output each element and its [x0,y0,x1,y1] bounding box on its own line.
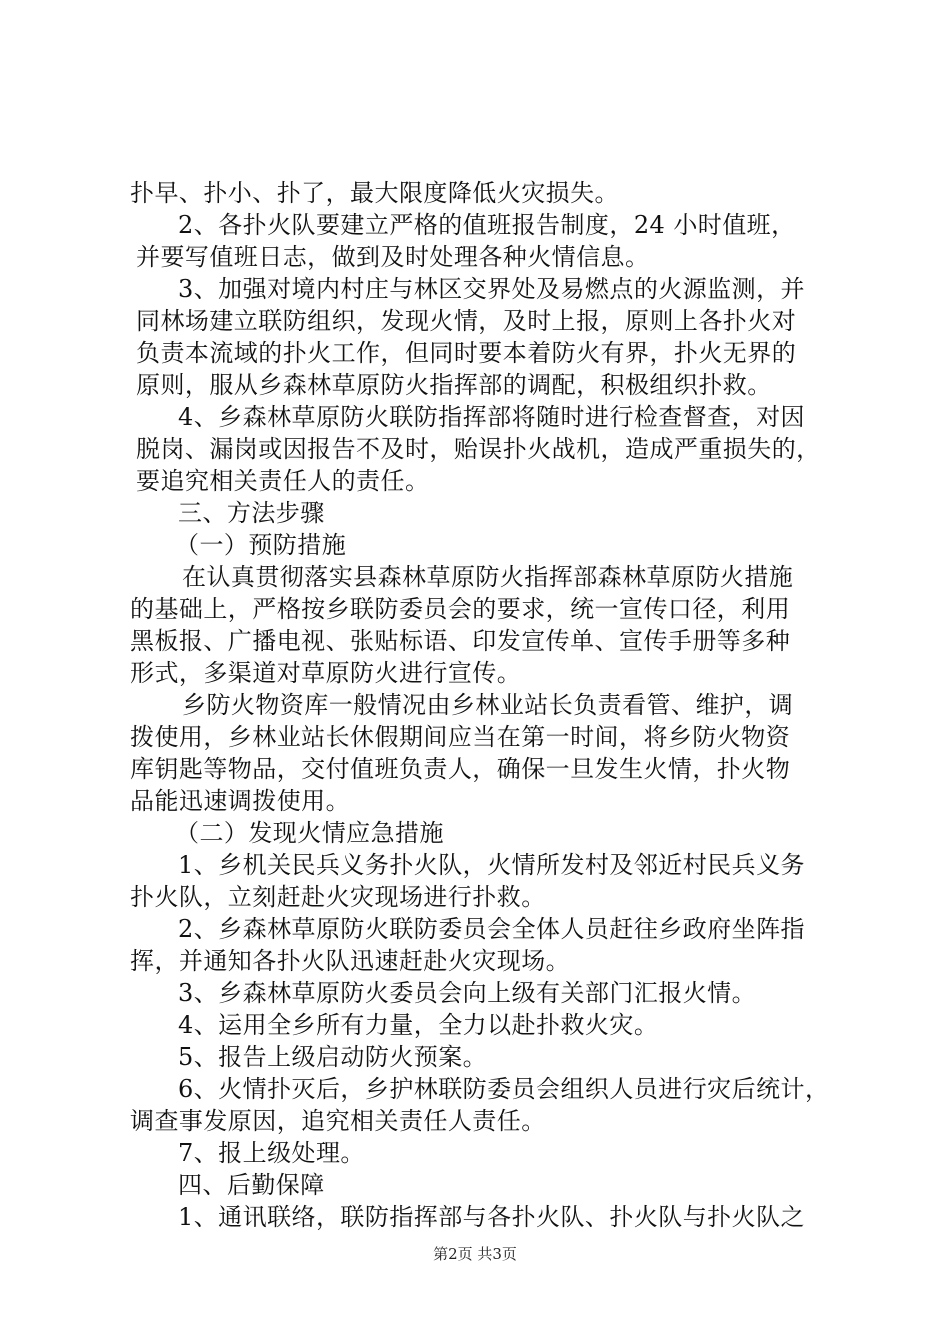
subsection-heading: （一）预防措施 [175,531,347,559]
text-line: 库钥匙等物品，交付值班负责人，确保一旦发生火情，扑火物 [130,755,791,783]
text-line: 并要写值班日志，做到及时处理各种火情信息。 [136,243,650,271]
text-line: 3、加强对境内村庄与林区交界处及易燃点的火源监测，并 [178,275,805,303]
text-line: 2、各扑火队要建立严格的值班报告制度，24 小时值班， [178,211,796,239]
text-line: 形式，多渠道对草原防火进行宣传。 [130,659,522,687]
text-line: 2、乡森林草原防火联防委员会全体人员赶往乡政府坐阵指 [178,915,805,943]
text-line: 的基础上，严格按乡联防委员会的要求，统一宣传口径，利用 [130,595,791,623]
text-line: 负责本流域的扑火工作，但同时要本着防火有界，扑火无界的 [136,339,797,367]
text-line: 原则，服从乡森林草原防火指挥部的调配，积极组织扑救。 [136,371,772,399]
text-line: 3、乡森林草原防火委员会向上级有关部门汇报火情。 [178,979,757,1007]
text-line: 4、乡森林草原防火联防指挥部将随时进行检查督查，对因 [178,403,805,431]
text-line: 6、火情扑灭后，乡护林联防委员会组织人员进行灾后统计， [178,1075,830,1103]
text-line: 5、报告上级启动防火预案。 [178,1043,488,1071]
text-line: 调查事发原因，追究相关责任人责任。 [130,1107,546,1135]
text-line: 1、乡机关民兵义务扑火队，火情所发村及邻近村民兵义务 [178,851,805,879]
section-heading: 三、方法步骤 [178,499,325,527]
text-line: 拨使用，乡林业站长休假期间应当在第一时间，将乡防火物资 [130,723,791,751]
text-line: 在认真贯彻落实县森林草原防火指挥部森林草原防火措施 [182,563,794,591]
section-heading: 四、后勤保障 [178,1171,325,1199]
text-line: 脱岗、漏岗或因报告不及时，贻误扑火战机，造成严重损失的， [136,435,821,463]
subsection-heading: （二）发现火情应急措施 [175,819,444,847]
text-line: 同林场建立联防组织，发现火情，及时上报，原则上各扑火对 [136,307,797,335]
text-line: 黑板报、广播电视、张贴标语、印发宣传单、宣传手册等多种 [130,627,791,655]
text-line: 乡防火物资库一般情况由乡林业站长负责看管、维护，调 [182,691,794,719]
text-line: 1、通讯联络，联防指挥部与各扑火队、扑火队与扑火队之 [178,1203,805,1231]
text-line: 扑早、扑小、扑了，最大限度降低火灾损失。 [130,179,619,207]
page-footer: 第2页 共3页 [433,1245,517,1263]
text-line: 扑火队，立刻赶赴火灾现场进行扑救。 [130,883,546,911]
text-line: 4、运用全乡所有力量，全力以赴扑救火灾。 [178,1011,659,1039]
text-line: 要追究相关责任人的责任。 [136,467,430,495]
text-line: 挥，并通知各扑火队迅速赶赴火灾现场。 [130,947,571,975]
text-line: 品能迅速调拨使用。 [130,787,351,815]
text-line: 7、报上级处理。 [178,1139,365,1167]
